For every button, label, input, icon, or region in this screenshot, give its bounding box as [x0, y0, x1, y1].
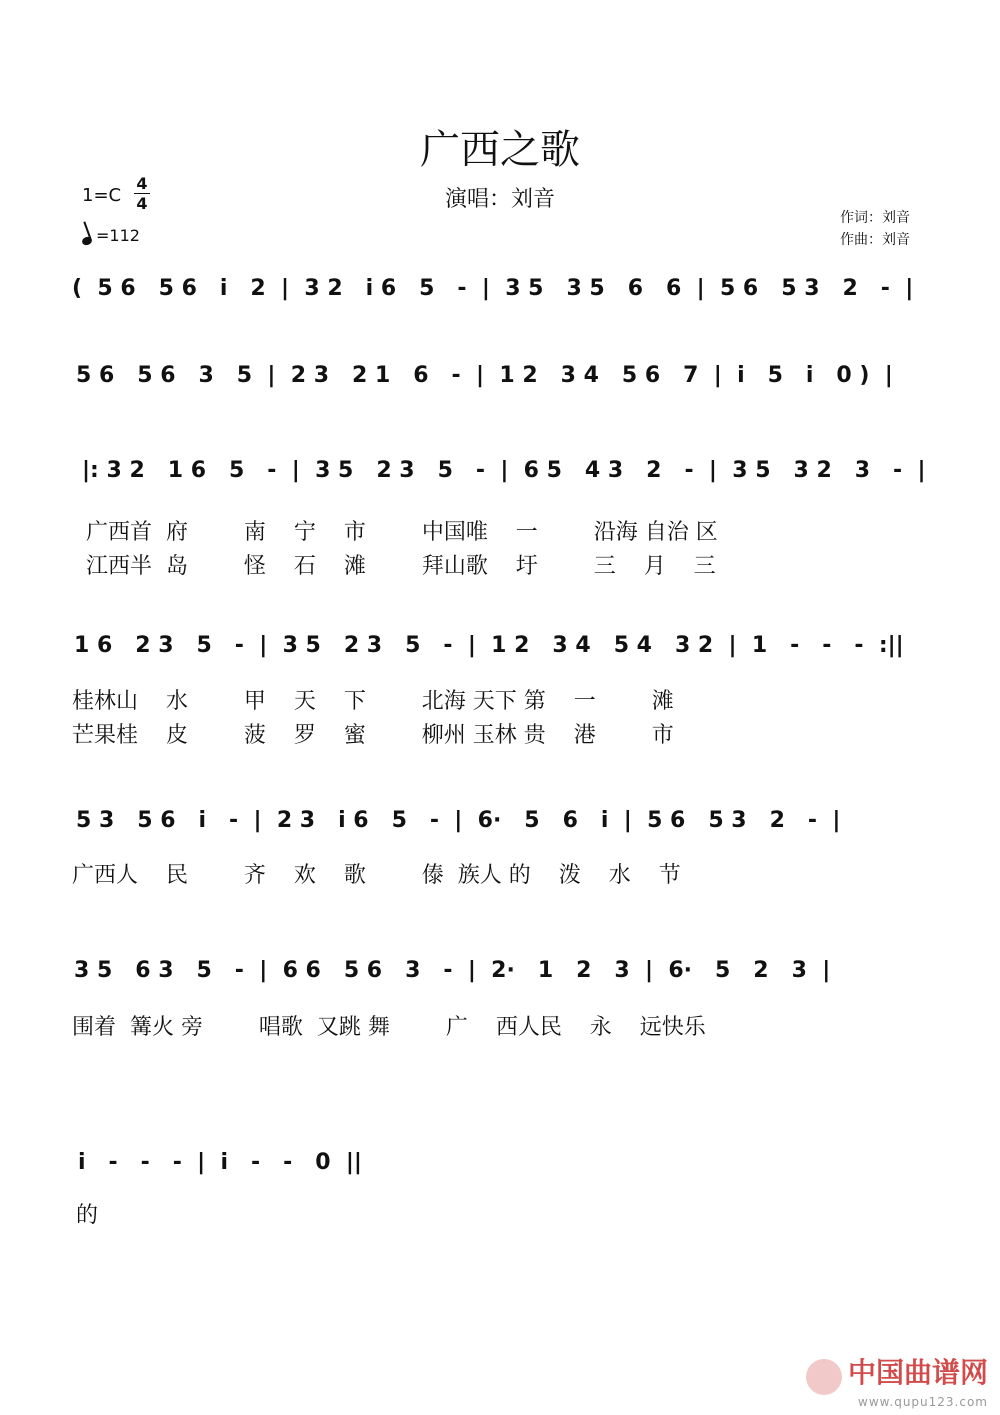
score-notes: 5 6 5 6 3 5 | 2 3 2 1 6 - | 1 2 3 4 5 6 7 | i 5 i 0 ) |	[76, 363, 893, 388]
site-logo-icon	[806, 1359, 842, 1395]
composer-credit: 作曲：刘音	[840, 232, 910, 248]
time-signature-top: 4	[136, 174, 148, 193]
score-notes: |: 3 2 1 6 5 - | 3 5 2 3 5 - | 6 5 4 3 2 - | 3 5 3 2 3 - |	[82, 458, 926, 483]
score-notes: i - - - | i - - 0 ||	[78, 1150, 362, 1175]
score-row-7	[72, 1142, 932, 1186]
score-notes: ( 5 6 5 6 i 2 | 3 2 i 6 5 - | 3 5 3 5 6 6 | 5 6 5 3 2 - |	[72, 276, 914, 301]
score-row-1	[72, 268, 932, 312]
lyrics-line: 广西首 府 南 宁 市 中国唯 一 沿海 自治 区	[86, 520, 718, 545]
lyrics-line: 广西人 民 齐 欢 歌 傣 族人 的 泼 水 节	[72, 863, 681, 888]
score-row-6	[72, 950, 932, 994]
lyrics-line: 的	[76, 1203, 99, 1228]
lyrics-line: 江西半 岛 怪 石 滩 拜山歌 圩 三 月 三	[86, 554, 716, 579]
watermark	[806, 1351, 988, 1410]
lyricist-credit: 作词：刘音	[840, 210, 910, 226]
time-signature-bottom: 4	[136, 194, 148, 213]
tempo-value: =112	[96, 226, 140, 245]
score-row-2	[72, 355, 932, 399]
score-row-5	[72, 800, 932, 844]
watermark-url: www.qupu123.com	[858, 1395, 988, 1409]
time-signature	[132, 174, 152, 213]
singer-credit: 演唱：刘音	[444, 187, 555, 212]
score-notes: 1 6 2 3 5 - | 3 5 2 3 5 - | 1 2 3 4 5 4 3 2 | 1 - - - :||	[74, 633, 904, 658]
tempo-marking	[82, 226, 140, 245]
score-row-4	[72, 625, 932, 669]
song-title: 广西之歌	[420, 127, 580, 173]
score-row-3	[72, 450, 932, 494]
score-notes: 3 5 6 3 5 - | 6 6 5 6 3 - | 2· 1 2 3 | 6· 5 2 3 |	[74, 958, 831, 983]
lyrics-line: 桂林山 水 甲 天 下 北海 天下 第 一 滩	[72, 689, 674, 714]
watermark-brand: 中国曲谱网	[847, 1355, 988, 1389]
score-notes: 5 3 5 6 i - | 2 3 i 6 5 - | 6· 5 6 i | 5 6 5 3 2 - |	[76, 808, 841, 833]
lyrics-line: 围着 篝火 旁 唱歌 又跳 舞 广 西人民 永 远快乐	[72, 1015, 706, 1040]
lyrics-line: 芒果桂 皮 菠 罗 蜜 柳州 玉林 贵 港 市	[72, 723, 674, 748]
key-signature: 1=C	[82, 185, 122, 206]
quarter-note-icon	[81, 236, 93, 247]
